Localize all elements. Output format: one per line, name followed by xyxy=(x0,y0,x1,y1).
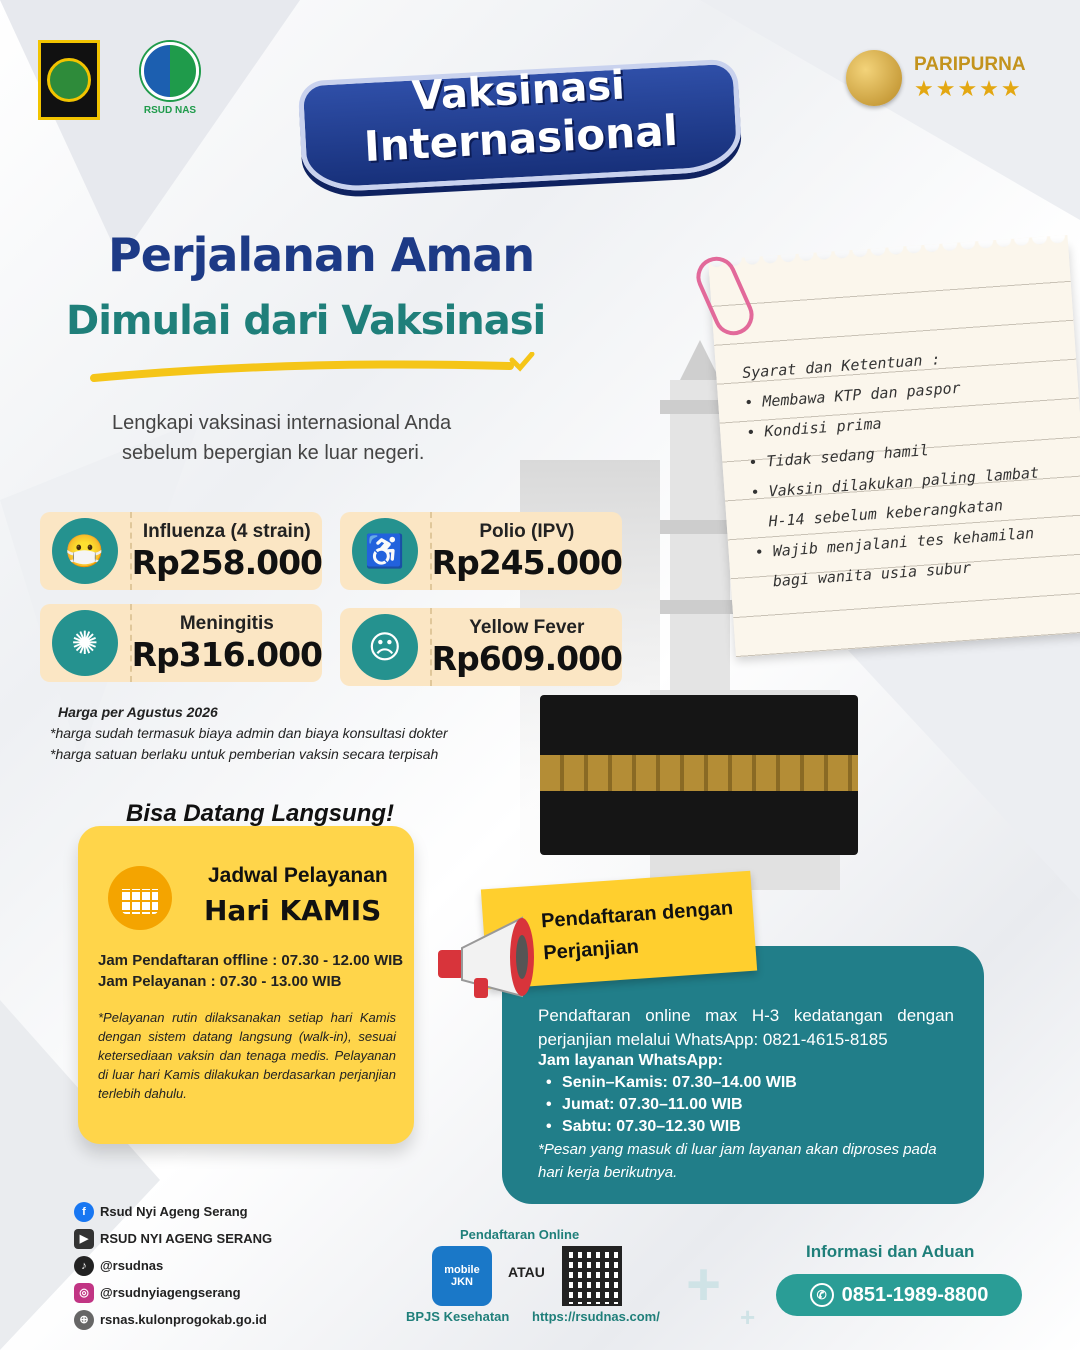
headline-line2: Dimulai dari Vaksinasi xyxy=(66,298,546,344)
lead-line2: sebelum bepergian ke luar negeri. xyxy=(122,442,425,464)
vaccine-name: Influenza (4 strain) xyxy=(142,520,311,542)
vaccine-name: Polio (IPV) xyxy=(479,520,575,542)
vaccine-name: Meningitis xyxy=(179,612,274,634)
lead-line1: Lengkapi vaksinasi internasional Anda xyxy=(112,412,452,434)
megaphone-icon xyxy=(434,910,544,1000)
walkin-heading: Bisa Datang Langsung! xyxy=(125,800,395,827)
service-hours: Jam Pelayanan : 07.30 - 13.00 WIB xyxy=(98,973,342,990)
registration-hours: Jam Pendaftaran offline : 07.30 - 12.00 WIB xyxy=(98,952,404,969)
underline-swoosh xyxy=(90,352,550,388)
regency-logo xyxy=(38,40,100,120)
vaccine-price: Rp258.000 xyxy=(131,542,322,582)
globe-icon: ⊕ xyxy=(74,1310,94,1330)
website-link[interactable]: https://rsudnas.com/ xyxy=(532,1309,660,1324)
vaccine-price: Rp609.000 xyxy=(431,638,622,678)
whatsapp-contact-button[interactable] xyxy=(776,1274,1022,1316)
wa-hours-title: Jam layanan WhatsApp: xyxy=(538,1052,723,1069)
brain-icon: ✺ xyxy=(52,610,118,676)
terms-item: • Kondisi prima xyxy=(745,398,1035,448)
vaccine-name: Yellow Fever xyxy=(469,616,585,638)
wa-hours-item: • Jumat: 07.30–11.00 WIB xyxy=(546,1094,797,1116)
title-banner xyxy=(297,41,744,204)
headline-line1: Perjalanan Aman xyxy=(108,228,535,282)
calendar-icon xyxy=(108,866,172,930)
terms-item: • Membawa KTP dan paspor xyxy=(743,368,1033,418)
social-label: @rsudnas xyxy=(100,1258,164,1273)
walkin-note: *Pelayanan rutin dilaksanakan setiap hari Kamis dengan sistem datang langsung (walk-in), sesuai ketersediaan vaksin dan tenaga medis. Pelayanan di luar hari Kamis dilakukan berdasarkan perjanjian terlebih dahulu. xyxy=(98,1010,396,1101)
schedule-title: Jadwal Pelayanan xyxy=(208,864,388,887)
social-label: @rsudnyiagengserang xyxy=(100,1285,241,1300)
youtube-icon: ▶ xyxy=(74,1229,94,1249)
social-label: Rsud Nyi Ageng Serang xyxy=(100,1204,248,1219)
appointment-tag-line2: Perjanjian xyxy=(542,935,640,965)
price-note: *harga satuan berlaku untuk pemberian vaksin secara terpisah xyxy=(50,746,439,762)
vaccine-price: Rp245.000 xyxy=(431,542,622,582)
appointment-footnote: *Pesan yang masuk di luar jam layanan akan diproses pada hari kerja berikutnya. xyxy=(538,1141,937,1181)
price-card-yellow-fever xyxy=(340,608,622,686)
price-notes xyxy=(50,702,448,765)
price-note: *harga sudah termasuk biaya admin dan biaya konsultasi dokter xyxy=(50,725,448,741)
terms-item: • Vaksin dilakukan paling lambat xyxy=(750,458,1040,508)
terms-list xyxy=(743,368,1046,598)
qr-code xyxy=(562,1246,622,1306)
accreditation-badge xyxy=(846,50,1026,106)
social-youtube[interactable] xyxy=(74,1225,272,1252)
price-card-polio xyxy=(340,512,622,590)
plus-decoration-icon: + xyxy=(740,1302,756,1332)
rsud-nas-logo-label: RSUD NAS xyxy=(143,105,197,116)
star-rating: ★★★★★ xyxy=(914,76,1023,101)
social-website[interactable] xyxy=(74,1306,272,1333)
mobile-jkn-app-icon[interactable]: mobile JKN xyxy=(432,1246,492,1306)
appointment-card xyxy=(502,946,984,1204)
banner-title-line2: Internasional xyxy=(362,105,679,172)
online-registration-title: Pendaftaran Online xyxy=(460,1227,580,1242)
medal-icon xyxy=(846,50,902,106)
fever-icon: ☹ xyxy=(352,614,418,680)
terms-note xyxy=(709,243,1080,657)
social-instagram[interactable] xyxy=(74,1279,272,1306)
price-card-influenza xyxy=(40,512,322,590)
social-links xyxy=(74,1198,272,1333)
kaaba-illustration xyxy=(540,695,858,855)
wa-hours-item: • Sabtu: 07.30–12.30 WIB xyxy=(546,1116,797,1138)
mask-icon: 😷 xyxy=(52,518,118,584)
terms-item: • Wajib menjalani tes kehamilan xyxy=(754,517,1044,567)
appointment-text: Pendaftaran online max H-3 kedatangan dengan perjanjian melalui WhatsApp: 0821-4615-8185 xyxy=(538,1006,954,1049)
schedule-hours xyxy=(98,950,403,992)
vaccine-price: Rp316.000 xyxy=(131,634,322,674)
social-label: RSUD NYI AGENG SERANG xyxy=(100,1231,273,1246)
contact-phone: 0851-1989-8800 xyxy=(841,1283,989,1306)
instagram-icon: ◎ xyxy=(74,1283,94,1303)
tiktok-icon: ♪ xyxy=(74,1256,94,1276)
banner-title-line1: Vaksinasi xyxy=(410,62,626,120)
terms-item-cont: H-14 sebelum keberangkatan xyxy=(768,496,1004,531)
whatsapp-icon: ✆ xyxy=(810,1283,834,1307)
wa-hours-list xyxy=(546,1072,797,1138)
wheelchair-icon: ♿ xyxy=(352,518,418,584)
walkin-schedule-card xyxy=(78,826,414,1144)
wa-hours-item: • Senin–Kamis: 07.30–14.00 WIB xyxy=(546,1072,797,1094)
social-facebook[interactable] xyxy=(74,1198,272,1225)
price-card-meningitis xyxy=(40,604,322,682)
plus-decoration-icon: + xyxy=(686,1251,722,1318)
appointment-tag-line1: Pendaftaran dengan xyxy=(540,897,734,933)
terms-item: • Tidak sedang hamil xyxy=(747,428,1037,478)
terms-item-cont: bagi wanita usia subur xyxy=(772,558,972,591)
contact-title: Informasi dan Aduan xyxy=(806,1242,975,1261)
accreditation-label: PARIPURNA xyxy=(914,54,1026,75)
social-label: rsnas.kulonprogokab.go.id xyxy=(100,1312,267,1327)
bpjs-label: BPJS Kesehatan xyxy=(406,1309,510,1324)
lead-text xyxy=(112,408,532,468)
price-date: Harga per Agustus 2026 xyxy=(58,704,218,720)
schedule-day: Hari KAMIS xyxy=(204,894,382,927)
terms-title: Syarat dan Ketentuan : xyxy=(741,350,942,382)
or-label: ATAU xyxy=(508,1264,545,1280)
social-tiktok[interactable] xyxy=(74,1252,272,1279)
rsud-nas-logo xyxy=(138,42,202,116)
facebook-icon: f xyxy=(74,1202,94,1222)
